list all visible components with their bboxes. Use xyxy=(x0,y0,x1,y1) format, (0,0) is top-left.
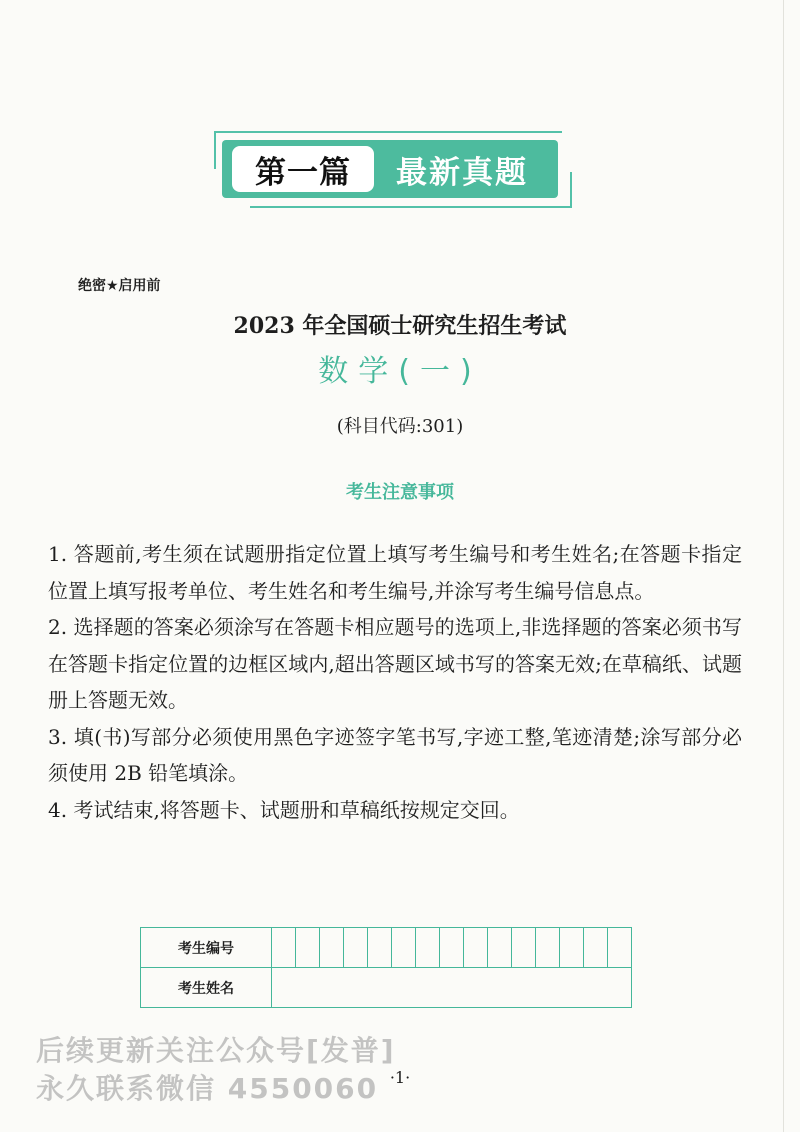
candidate-name-row xyxy=(141,968,632,1008)
id-digit-box[interactable] xyxy=(464,928,488,968)
banner-frame xyxy=(214,131,562,133)
confidential-label: 绝密★启用前 xyxy=(78,278,161,294)
id-digit-box[interactable] xyxy=(440,928,464,968)
id-digit-box[interactable] xyxy=(344,928,368,968)
id-digit-box[interactable] xyxy=(536,928,560,968)
banner-frame xyxy=(250,206,572,208)
id-digit-box[interactable] xyxy=(512,928,536,968)
notice-heading: 考生注意事项 xyxy=(346,482,454,503)
candidate-info-table xyxy=(140,927,632,1008)
id-digit-box[interactable] xyxy=(608,928,632,968)
notice-item: 1. 答题前,考生须在试题册指定位置上填写考生编号和考生姓名;在答题卡指定位置上填写报考单位、考生姓名和考生编号,并涂写考生编号信息点。 xyxy=(48,542,742,603)
watermark-line: 永久联系微信 4550060 xyxy=(36,1072,379,1105)
subject-code: (科目代码:301) xyxy=(336,416,464,437)
watermark-line: 后续更新关注公众号[发普] xyxy=(36,1034,396,1067)
id-digit-box[interactable] xyxy=(560,928,584,968)
id-digit-box[interactable] xyxy=(296,928,320,968)
notice-item: 4. 考试结束,将答题卡、试题册和草稿纸按规定交回。 xyxy=(48,797,520,822)
id-digit-box[interactable] xyxy=(416,928,440,968)
notice-item: 2. 选择题的答案必须涂写在答题卡相应题号的选项上,非选择题的答案必须书写在答题卡指定位置的边框区域内,超出答题区域书写的答案无效;在草稿纸、试题册上答题无效。 xyxy=(48,615,742,712)
candidate-name-field[interactable] xyxy=(272,968,632,1008)
banner-frame xyxy=(214,131,216,169)
page-edge xyxy=(783,0,784,1132)
banner-part-label: 第一篇 xyxy=(232,146,374,192)
notice-item: 3. 填(书)写部分必须使用黑色字迹签字笔书写,字迹工整,笔迹清楚;涂写部分必须使用 2B 铅笔填涂。 xyxy=(48,724,742,785)
banner-section-label: 最新真题 xyxy=(396,154,528,191)
id-digit-box[interactable] xyxy=(272,928,296,968)
id-digit-box[interactable] xyxy=(488,928,512,968)
page-number: ·1· xyxy=(389,1068,411,1087)
candidate-id-row xyxy=(141,928,632,968)
candidate-name-label: 考生姓名 xyxy=(141,968,272,1008)
banner-frame xyxy=(570,172,572,208)
exam-title: 2023 年全国硕士研究生招生考试 xyxy=(233,313,567,339)
subject-title: 数学(一) xyxy=(318,354,482,389)
id-digit-box[interactable] xyxy=(368,928,392,968)
notice-list xyxy=(48,536,742,828)
id-digit-box[interactable] xyxy=(392,928,416,968)
section-banner xyxy=(222,140,558,198)
id-digit-box[interactable] xyxy=(584,928,608,968)
candidate-id-label: 考生编号 xyxy=(141,928,272,968)
id-digit-box[interactable] xyxy=(320,928,344,968)
watermark xyxy=(36,1032,396,1108)
